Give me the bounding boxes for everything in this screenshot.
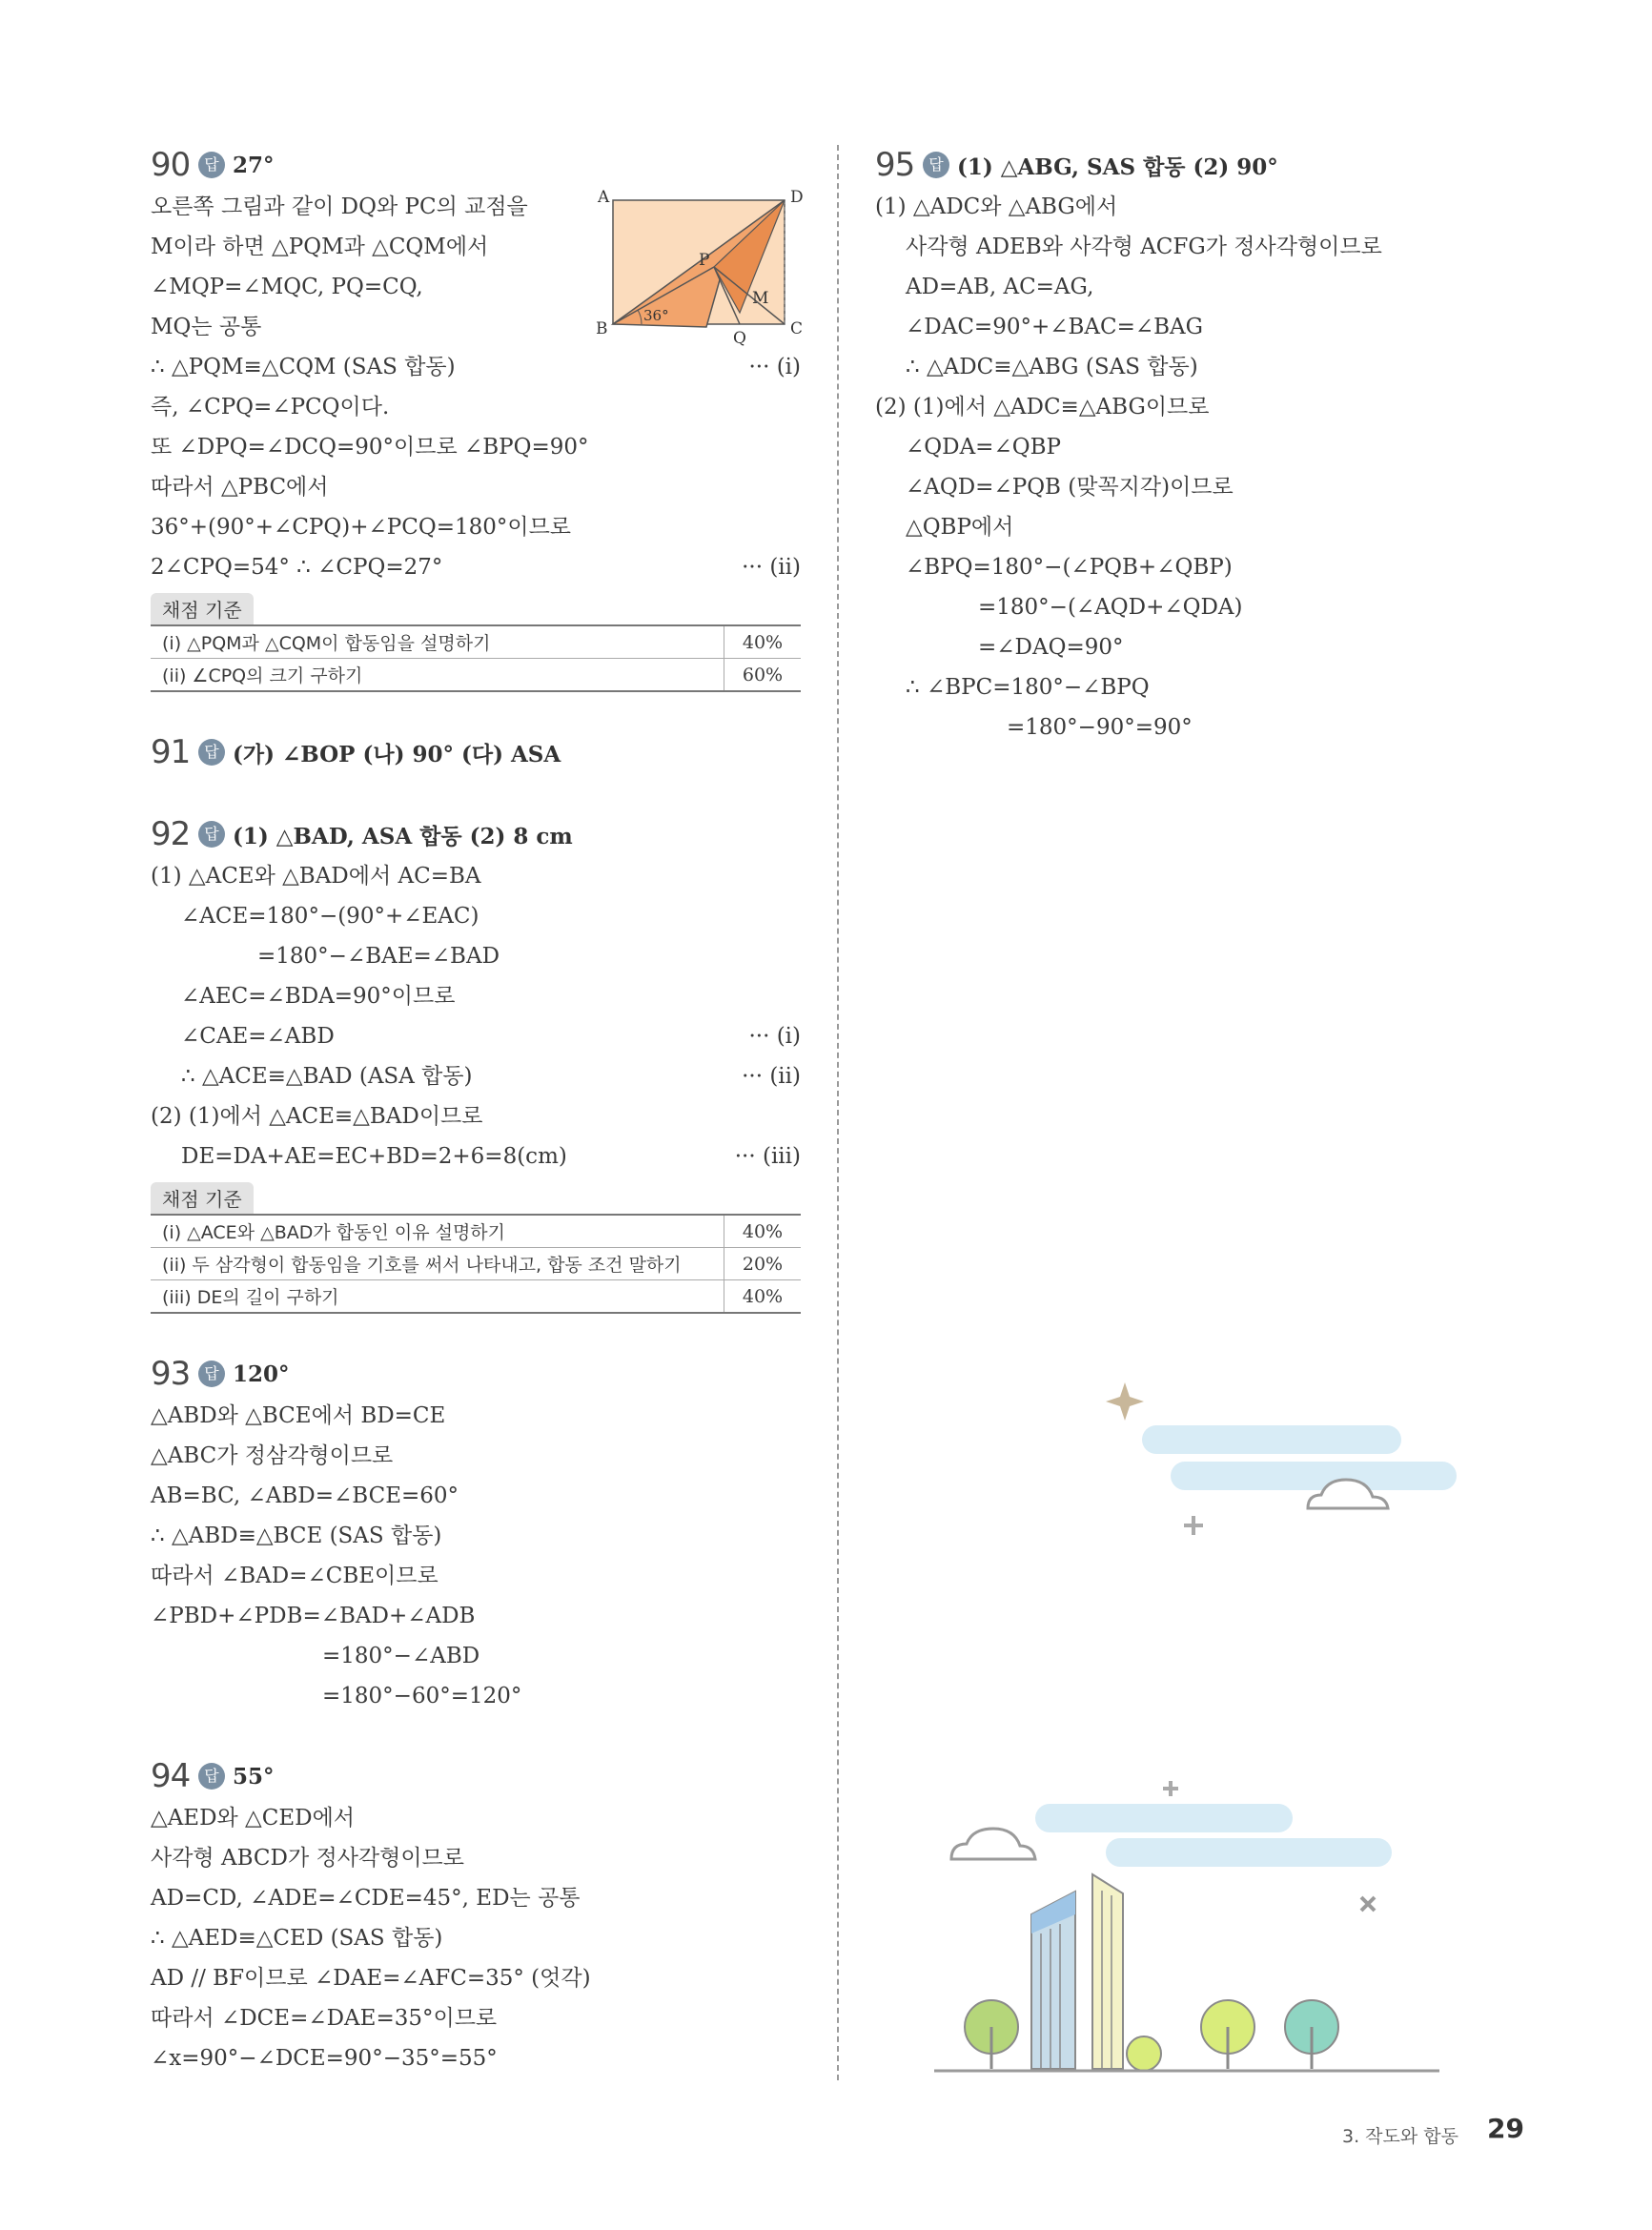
solution-line: =180°−∠BAE=∠BAD xyxy=(257,944,500,969)
answer-badge: 답 xyxy=(923,152,949,178)
answer-text: 120° xyxy=(233,1361,290,1387)
angle-label: 36° xyxy=(643,307,669,324)
problem-91-header xyxy=(151,730,801,774)
square-figure xyxy=(592,189,806,351)
step-mark: ··· (ii) xyxy=(742,1064,801,1089)
left-column xyxy=(151,143,804,2078)
solution-line: ∴ △PQM≡△CQM (SAS 합동) ··· (i) xyxy=(151,347,801,387)
solution-line: ∠PBD+∠PDB=∠BAD+∠ADB xyxy=(151,1604,476,1628)
solution-line: MQ는 공통 xyxy=(151,315,262,339)
problem-95 xyxy=(875,143,1485,747)
vertex-label: D xyxy=(790,189,804,207)
solution-line: 오른쪽 그림과 같이 DQ와 PC의 교점을 xyxy=(151,194,528,219)
solution-line: ∴ △ADC≡△ABG (SAS 합동) xyxy=(906,355,1198,379)
problem-94-header xyxy=(151,1754,801,1798)
problem-number: 90 xyxy=(151,146,191,184)
answer-badge: 답 xyxy=(198,152,225,178)
chapter-footer: 3. 작도와 합동 xyxy=(1342,2126,1458,2147)
solution-line: AD=CD, ∠ADE=∠CDE=45°, ED는 공통 xyxy=(151,1886,581,1911)
answer-text: (1) △BAD, ASA 합동 (2) 8 cm xyxy=(233,823,573,849)
criteria-table xyxy=(151,624,801,692)
table-row: (ii) ∠CPQ의 크기 구하기 60% xyxy=(151,659,801,692)
table-row: (iii) DE의 길이 구하기 40% xyxy=(151,1280,801,1314)
problem-91 xyxy=(151,730,801,774)
problem-number: 92 xyxy=(151,815,191,853)
step-mark: ··· (ii) xyxy=(742,555,801,580)
solution-line: 사각형 ADEB와 사각형 ACFG가 정사각형이므로 xyxy=(906,235,1382,259)
solution-line: ∠ACE=180°−(90°+∠EAC) xyxy=(181,904,479,929)
problem-90-header xyxy=(151,143,801,187)
city-illustration xyxy=(934,1771,1449,2086)
problem-number: 95 xyxy=(875,146,915,184)
problem-95-header xyxy=(875,143,1485,187)
solution-line: 36°+(90°+∠CPQ)+∠PCQ=180°이므로 xyxy=(151,515,572,540)
step-mark: ··· (i) xyxy=(748,355,801,379)
solution-line: ∠x=90°−∠DCE=90°−35°=55° xyxy=(151,2046,498,2071)
answer-badge: 답 xyxy=(198,1361,225,1387)
answer-badge: 답 xyxy=(198,739,225,766)
answer-badge: 답 xyxy=(198,1763,225,1790)
answer-text: (1) △ABG, SAS 합동 (2) 90° xyxy=(957,153,1278,180)
page-number: 29 xyxy=(1487,2113,1524,2144)
criteria-label: 채점 기준 xyxy=(151,593,254,624)
vertex-label: M xyxy=(752,289,769,308)
solution-line: ∠CAE=∠ABD ··· (i) xyxy=(151,1016,801,1056)
solution-line: ∠DAC=90°+∠BAC=∠BAG xyxy=(906,315,1204,339)
solution-line: M이라 하면 △PQM과 △CQM에서 xyxy=(151,235,489,259)
solution-line: 즉, ∠CPQ=∠PCQ이다. xyxy=(151,395,390,419)
right-column xyxy=(875,143,1485,747)
solution-line: =180°−90°=90° xyxy=(1007,715,1193,740)
cloud-icon xyxy=(951,1829,1035,1859)
solution-line: ∴ △ACE≡△BAD (ASA 합동) ··· (ii) xyxy=(151,1056,801,1096)
step-mark: ··· (i) xyxy=(748,1024,801,1049)
vertex-label: A xyxy=(598,189,610,207)
plus-icon xyxy=(1163,1781,1178,1796)
solution-line: =180°−60°=120° xyxy=(322,1684,522,1708)
solution-line: △ABC가 정삼각형이므로 xyxy=(151,1443,394,1468)
solution-line: 또 ∠DPQ=∠DCQ=90°이므로 ∠BPQ=90° xyxy=(151,435,589,460)
criteria-table xyxy=(151,1214,801,1314)
solution-line: 사각형 ABCD가 정사각형이므로 xyxy=(151,1846,464,1871)
problem-92 xyxy=(151,812,801,1314)
solution-line: 따라서 △PBC에서 xyxy=(151,475,329,500)
close-icon xyxy=(1361,1897,1375,1911)
solution-line: △AED와 △CED에서 xyxy=(151,1806,356,1831)
solution-line: ∴ △AED≡△CED (SAS 합동) xyxy=(151,1926,443,1951)
sparkle-icon xyxy=(1106,1382,1144,1421)
column-divider xyxy=(837,145,839,2080)
solution-line: ∴ ∠BPC=180°−∠BPQ xyxy=(906,675,1150,700)
solution-line: =∠DAQ=90° xyxy=(978,635,1124,660)
solution-line: (2) (1)에서 △ACE≡△BAD이므로 xyxy=(151,1104,483,1129)
table-row: (i) △ACE와 △BAD가 합동인 이유 설명하기 40% xyxy=(151,1215,801,1248)
vertex-label: P xyxy=(699,251,710,270)
answer-badge: 답 xyxy=(198,821,225,848)
answer-text: (가) ∠BOP (나) 90° (다) ASA xyxy=(233,741,561,767)
solution-line: ∠BPQ=180°−(∠PQB+∠QBP) xyxy=(906,555,1233,580)
vertex-label: B xyxy=(596,319,608,338)
solution-line: ∠AQD=∠PQB (맞꼭지각)이므로 xyxy=(906,475,1234,500)
criteria-label: 채점 기준 xyxy=(151,1182,254,1214)
solution-line: 2∠CPQ=54° ∴ ∠CPQ=27° ··· (ii) xyxy=(151,547,801,587)
problem-93-header xyxy=(151,1352,801,1396)
solution-line: (1) △ACE와 △BAD에서 AC=BA xyxy=(151,864,481,889)
problem-92-header xyxy=(151,812,801,856)
answer-text: 27° xyxy=(233,152,275,178)
sky-decoration xyxy=(1096,1373,1478,1554)
problem-number: 91 xyxy=(151,733,191,771)
solution-line: DE=DA+AE=EC+BD=2+6=8(cm) ··· (iii) xyxy=(151,1136,801,1176)
solution-line: =180°−∠ABD xyxy=(322,1644,480,1668)
solution-line: △ABD와 △BCE에서 BD=CE xyxy=(151,1403,446,1428)
step-mark: ··· (iii) xyxy=(734,1144,801,1169)
vertex-label: C xyxy=(790,319,804,338)
solution-line: ∠MQP=∠MQC, PQ=CQ, xyxy=(151,275,423,299)
table-row: (ii) 두 삼각형이 합동임을 기호를 써서 나타내고, 합동 조건 말하기 20% xyxy=(151,1248,801,1280)
solution-line: △QBP에서 xyxy=(906,515,1014,540)
solution-line: 따라서 ∠BAD=∠CBE이므로 xyxy=(151,1564,438,1588)
solution-line: (1) △ADC와 △ABG에서 xyxy=(875,194,1118,219)
vertex-label: Q xyxy=(733,329,746,348)
problem-90 xyxy=(151,143,804,692)
plus-icon xyxy=(1184,1516,1203,1535)
solution-line: ∠QDA=∠QBP xyxy=(906,435,1061,460)
solution-line: AB=BC, ∠ABD=∠BCE=60° xyxy=(151,1483,459,1508)
problem-number: 94 xyxy=(151,1757,191,1795)
problem-94 xyxy=(151,1754,801,2078)
solution-line: AD=AB, AC=AG, xyxy=(906,275,1094,299)
solution-line: ∴ △ABD≡△BCE (SAS 합동) xyxy=(151,1524,442,1548)
solution-line: AD // BF이므로 ∠DAE=∠AFC=35° (엇각) xyxy=(151,1966,591,1991)
solution-line: ∠AEC=∠BDA=90°이므로 xyxy=(181,984,456,1009)
solution-line: =180°−(∠AQD+∠QDA) xyxy=(978,595,1243,620)
problem-93 xyxy=(151,1352,801,1716)
problem-number: 93 xyxy=(151,1355,191,1393)
answer-text: 55° xyxy=(233,1763,275,1790)
table-row: (i) △PQM과 △CQM이 합동임을 설명하기 40% xyxy=(151,625,801,659)
solution-line: (2) (1)에서 △ADC≡△ABG이므로 xyxy=(875,395,1210,419)
solution-line: 따라서 ∠DCE=∠DAE=35°이므로 xyxy=(151,2006,498,2031)
